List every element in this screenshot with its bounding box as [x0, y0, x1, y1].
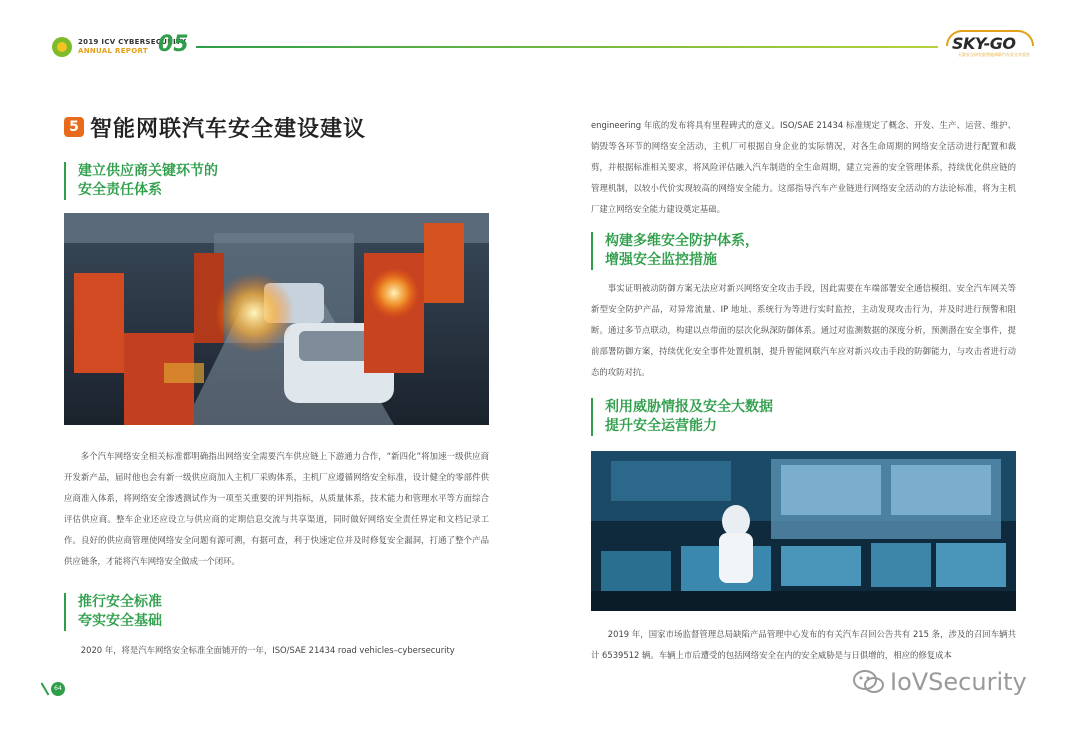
security-operations-image: [591, 451, 1016, 611]
subheading-line: 增强安全监控措施: [605, 252, 717, 268]
threat-intel-paragraph: 2019 年，国家市场监督管理总局缺陷产品管理中心发布的有关汽车召回公告共有 215 条，涉及的召回车辆共计 6539512 辆。车辆上市后遭受的包括网络安全在内的安全威胁是与日俱增的，相应的修复成本: [591, 629, 1016, 660]
subheading-standards: [64, 593, 162, 631]
subheading-line: 提升安全运营能力: [605, 418, 717, 434]
page-number-slash: [41, 682, 50, 695]
wechat-icon: [852, 668, 886, 696]
brand-name: SKY-GO: [952, 34, 1016, 53]
report-title-line1: 2019 ICV CYBERSECURITY: [78, 38, 187, 46]
subheading-line: 夸实安全基础: [78, 613, 162, 629]
protection-paragraph: 事实证明被动防御方案无法应对新兴网络安全攻击手段，因此需要在车端部署安全通信模组、安全汽车网关等新型安全防护产品，对异常流量、IP 地址、系统行为等进行实时监控，主动发现攻击行为，并及时进行预警和阻断。通过多节点联动，构建以点带面的层次化纵深防御体系。通过对监测数据的深度分析，预测潜在安全事件，提前部署防御方案，持续优化安全事件处置机制，提升智能网联汽车应对新兴攻击手段的防御能力，与攻击者进行动态的攻防对抗。: [591, 283, 1016, 377]
report-title-line2: ANNUAL REPORT: [78, 47, 148, 55]
subheading-line: 推行安全标准: [78, 594, 162, 610]
report-logo-icon: [52, 37, 72, 57]
factory-robots-image: [64, 213, 489, 425]
subheading-line: 安全责任体系: [78, 182, 162, 198]
watermark-text: IoVSecurity: [890, 668, 1027, 696]
brand-tagline: 天源安全研究院智能网联汽车安全实验室: [958, 52, 1030, 57]
section-title: 智能网联汽车安全建设建议: [90, 117, 367, 142]
factory-illustration: [64, 213, 489, 425]
subheading-line: 建立供应商关键环节的: [78, 163, 218, 179]
subheading-line: 利用威胁情报及安全大数据: [605, 399, 773, 415]
subheading-line: 构建多维安全防护体系，: [605, 233, 759, 249]
standards-paragraph-cont: engineering 年底的发布将具有里程碑式的意义。ISO/SAE 21434 标准规定了概念、开发、生产、运营、维护、销毁等各环节的网络安全活动，主机厂可根据自身企业的实际情况，对各生命周期的网络安全活动进行配置和裁剪，并根据标准相关要求，将风险评估融入汽车制造的全生命周期，建立完善的安全管理体系，持续优化供应链的管理机制，以较小代价实现较高的网络安全能力。这部指导汽车产业链进行网络安全活动的方法论标准，将为主机厂建立网络安全能力建设奠定基础。: [591, 120, 1016, 214]
subheading-threat-intel: [591, 398, 773, 436]
chapter-number: 05: [158, 32, 189, 57]
brand-logo: [946, 30, 1032, 56]
header-divider: [196, 46, 938, 48]
supplier-paragraph: 多个汽车网络安全相关标准都明确指出网络安全需要汽车供应链上下游通力合作，“新四化”将加速一级供应商开发新产品，届时他也会有新一级供应商加入主机厂采购体系，主机厂应遵循网络安全标准，设计健全的零部件供应商准入体系，将网络安全渗透测试作为一项至关重要的评判指标，从质量体系，技术能力和管理水平等方面综合评估供应商。整车企业还应设立与供应商的定期信息交流与共享渠道，同时做好网络安全责任界定和文档记录工作。良好的供应商管理使网络安全问题有源可溯，有据可查，利于快速定位并及时修复安全漏洞，打通了整个产品供应链条，才能将汽车网络安全做成一个闭环。: [64, 451, 489, 566]
subheading-supplier: [64, 162, 218, 200]
section-number-badge: 5: [64, 117, 84, 137]
subheading-protection: [591, 232, 759, 270]
soc-illustration: [591, 451, 1016, 611]
page-number-left: 64: [51, 682, 65, 696]
standards-paragraph: 2020 年，将是汽车网络安全标准全面铺开的一年，ISO/SAE 21434 road vehicles–cybersecurity: [80, 645, 455, 655]
